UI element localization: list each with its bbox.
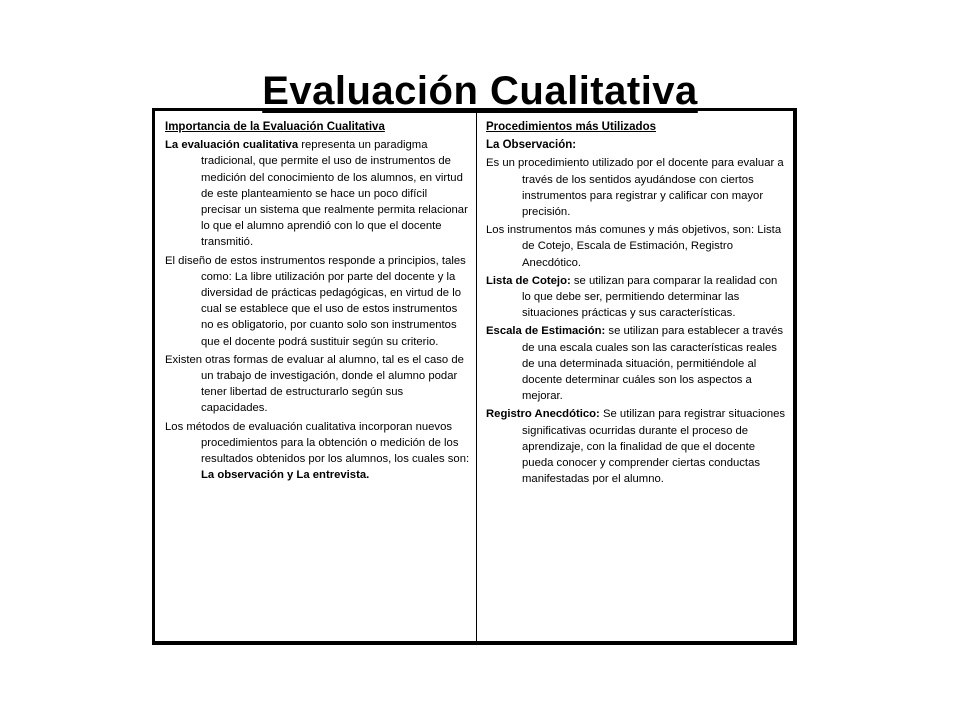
- right-column: [477, 111, 793, 641]
- checklist-paragraph: [486, 273, 787, 322]
- right-paragraph-2: [486, 222, 787, 271]
- rating-scale-term: Escala de Estimación:: [486, 325, 606, 338]
- left-paragraph-2: [165, 253, 470, 350]
- left-paragraph-1-text: representa un paradigma tradicional, que permite el uso de instrumentos de medición del conocimiento de los alumnos, en virtud de este planteamiento se hace un poco difícil precisar un sistema que realmente permita relacionar lo que el alumno aprendió con lo que el docente transmitió.: [201, 139, 468, 249]
- checklist-term: Lista de Cotejo:: [486, 274, 571, 287]
- left-paragraph-4: [165, 419, 470, 484]
- right-column-heading: Procedimientos más Utilizados: [486, 121, 656, 133]
- rating-scale-paragraph: [486, 323, 787, 404]
- slide-title: Evaluación Cualitativa: [262, 68, 698, 113]
- anecdotal-record-paragraph: [486, 406, 787, 487]
- left-column-heading: Importancia de la Evaluación Cualitativa: [165, 121, 385, 133]
- right-paragraph-1: [486, 155, 787, 220]
- left-column: [155, 111, 477, 641]
- checklist-text: se utilizan para comparar la realidad con lo que debe ser, permitiendo determinar las situaciones prácticas y sus características.: [522, 274, 778, 320]
- left-paragraph-4-text: Los métodos de evaluación cualitativa incorporan nuevos procedimientos para la obtención o medición de los resultados obtenidos por los alumnos, los cuales son:: [165, 420, 470, 466]
- rating-scale-text: se utilizan para establecer a través de una escala cuales son las características reales de una determinada situación, permitiéndole al docente determinar cuáles son los aspectos a mejorar.: [522, 325, 784, 403]
- left-paragraph-4-bold: La observación y La entrevista.: [201, 469, 370, 482]
- left-paragraph-3: [165, 352, 470, 417]
- left-paragraph-2-text: El diseño de estos instrumentos responde a principios, tales como: La libre utilización por parte del docente y la diversidad de prácticas pedagógicas, en virtud de lo cual se establece que el uso de estos instrumentos no es obligatorio, por cuanto solo son instrumentos que el docente podrá sustituir según su criterio.: [165, 254, 466, 348]
- anecdotal-record-term: Registro Anecdótico:: [486, 408, 600, 421]
- right-paragraph-2-text: Los instrumentos más comunes y más objetivos, son: Lista de Cotejo, Escala de Estimación, Registro Anecdótico.: [486, 224, 782, 269]
- right-paragraph-1-text: Es un procedimiento utilizado por el docente para evaluar a través de los sentidos ayudándose con ciertos instrumentos para registrar y calificar con mayor precisión.: [486, 157, 784, 219]
- anecdotal-record-text: Se utilizan para registrar situaciones significativas ocurridas durante el proceso de aprendizaje, con la finalidad de que el docente pueda conocer y comprender ciertas conductas manifestadas por el alumno.: [522, 408, 786, 486]
- observation-subheading: La Observación:: [486, 139, 577, 152]
- left-paragraph-1: [165, 137, 470, 250]
- left-paragraph-1-bold: La evaluación cualitativa: [165, 139, 299, 152]
- content-table: [152, 108, 797, 645]
- left-paragraph-3-text: Existen otras formas de evaluar al alumno, tal es el caso de un trabajo de investigación, donde el alumno podar tener libertad de estructurarlo según sus capacidades.: [165, 353, 464, 415]
